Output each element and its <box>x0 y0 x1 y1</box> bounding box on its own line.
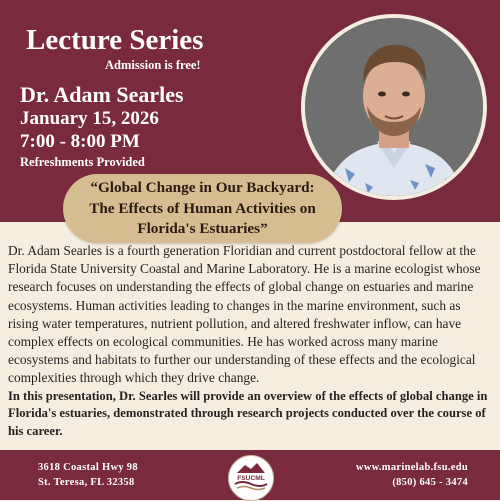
admission-note: Admission is free! <box>105 58 201 72</box>
speaker-name: Dr. Adam Searles <box>20 82 184 107</box>
refreshments-note: Refreshments Provided <box>20 155 145 169</box>
logo-text: FSUCML <box>237 475 265 482</box>
phone-number: (850) 645 - 3474 <box>392 476 468 488</box>
fsucml-logo <box>228 455 274 501</box>
lecture-series-title: Lecture Series <box>26 24 204 56</box>
event-date: January 15, 2026 <box>20 108 159 129</box>
address-line-1: 3618 Coastal Hwy 98 <box>38 462 138 473</box>
website-link[interactable]: www.marinelab.fsu.edu <box>355 462 468 473</box>
lab-address <box>38 461 138 490</box>
event-time: 7:00 - 8:00 PM <box>20 131 140 152</box>
talk-title <box>63 178 342 240</box>
speaker-photo <box>305 18 483 196</box>
presentation-summary: In this presentation, Dr. Searles will provide an overview of the effects of global change in Florida's estuaries, demonstrated through research projects conducted over the course of his career. <box>8 388 488 438</box>
speaker-bio <box>8 242 494 440</box>
lab-contact <box>356 461 468 490</box>
talk-title-line-1: “Global Change in Our Backyard: <box>90 179 315 196</box>
address-line-2: St. Teresa, FL 32358 <box>38 476 135 488</box>
talk-title-line-2: The Effects of Human Activities on <box>89 199 316 217</box>
bio-paragraph: Dr. Adam Searles is a fourth generation Floridian and current postdoctoral fellow at the Florida State University Coastal and Marine Laboratory. He is a marine ecologist whose research focuses on understanding the effects of global change on estuaries and marine ecosystems. Human activities leading to changes in the marine environment, such as rising water temperatures, nutrient pollution, and altered freshwater inflow, can have complex effects on ecological communities. He has worked across many marine ecosystems and habitats to further our understanding of these effects and the ecological complexities through which they drive change. <box>8 243 481 386</box>
talk-title-line-3: Florida's Estuaries” <box>137 220 268 237</box>
speaker-portrait-illustration <box>305 18 483 196</box>
